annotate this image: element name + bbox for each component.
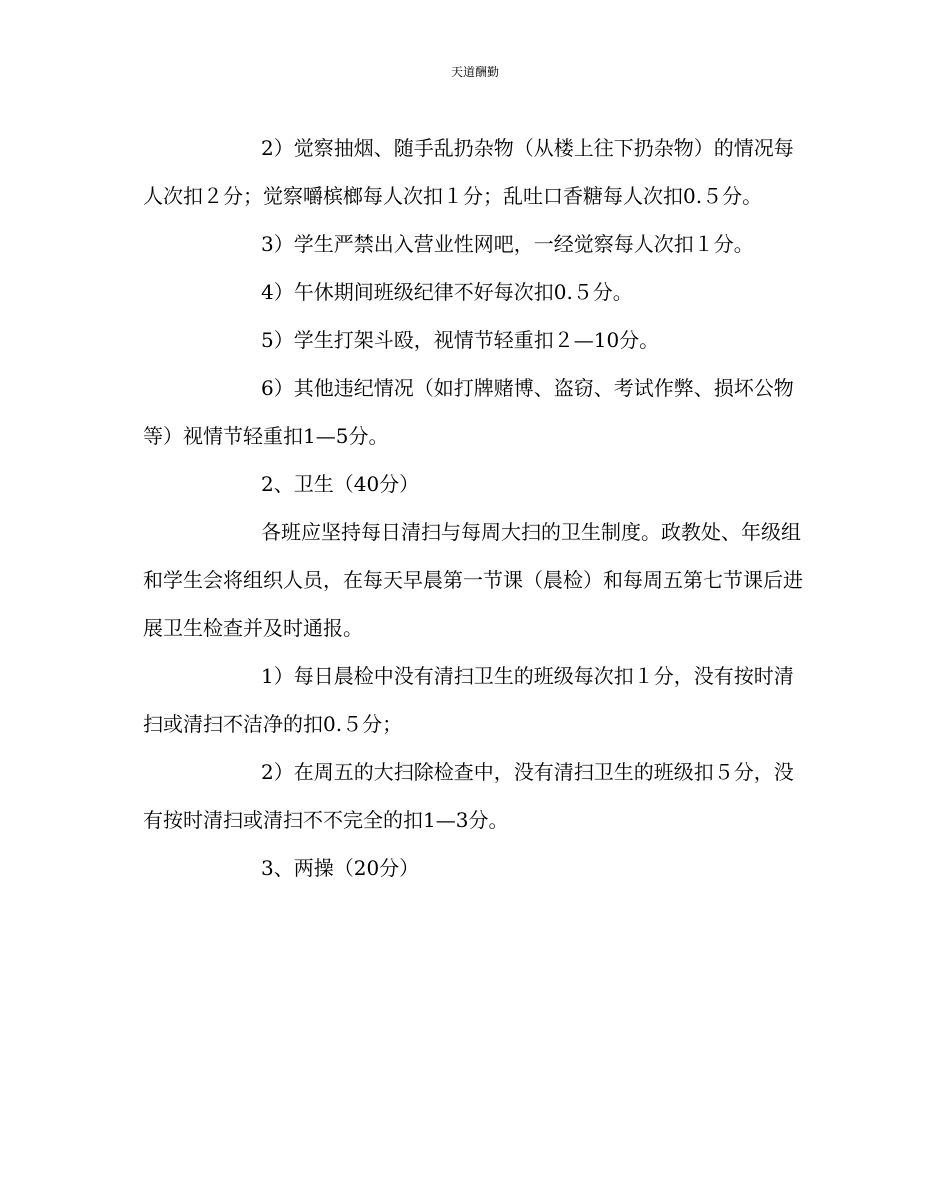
- paragraph: 各班应坚持每日清扫与每周大扫的卫生制度。政教处、年级组和学生会将组织人员，在每天早晨第一节课（晨检）和每周五第七节课后进展卫生检查并及时通报。: [143, 520, 803, 640]
- paragraph: 2）觉察抽烟、随手乱扔杂物（从楼上往下扔杂物）的情况每人次扣２分；觉察嚼槟榔每人次扣１分；乱吐口香糖每人次扣0.５分。: [143, 136, 794, 208]
- section-heading: 2、卫生（40分）: [261, 472, 420, 496]
- page-header: 天道酬勤: [450, 65, 499, 79]
- section-heading: 3、两操（20分）: [261, 856, 420, 880]
- paragraph: 5）学生打架斗殴，视情节轻重扣２—10分。: [261, 328, 660, 352]
- paragraph: 3）学生严禁出入营业性网吧，一经觉察每人次扣１分。: [261, 232, 754, 256]
- document-body: [143, 124, 807, 892]
- paragraph: 4）午休期间班级纪律不好每次扣0.５分。: [261, 280, 633, 304]
- paragraph: 1）每日晨检中没有清扫卫生的班级每次扣１分，没有按时清扫或清扫不洁净的扣0.５分；: [143, 664, 794, 736]
- paragraph: 2）在周五的大扫除检查中，没有清扫卫生的班级扣５分，没有按时清扫或清扫不不完全的扣1—3分。: [143, 760, 794, 832]
- paragraph: 6）其他违纪情况（如打牌赌博、盗窃、考试作弊、损坏公物等）视情节轻重扣1—5分。: [143, 376, 794, 448]
